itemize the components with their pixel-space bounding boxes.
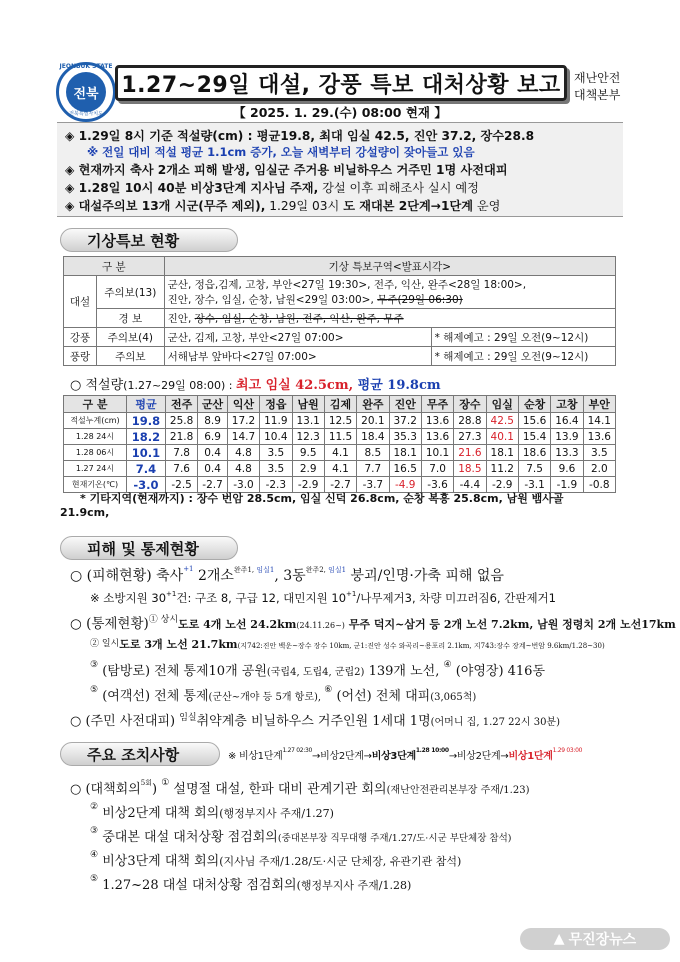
snow-cell: 13.1 (292, 413, 324, 429)
snow-cell: 8.5 (357, 445, 389, 461)
cat-strong-wind: 강풍 (64, 328, 97, 347)
snow-cell: 27.3 (454, 429, 486, 445)
snow-row (64, 461, 616, 477)
snow-th-region: 고창 (551, 396, 583, 413)
snow-cell: 12.3 (292, 429, 324, 445)
sub-warning: 경 보 (97, 309, 165, 328)
summary-line-4: ◈ 1.28일 10시 40분 비상3단계 지사님 주재, 강설 이후 피해조사 실시 예정 (65, 181, 479, 195)
snow-cell: 7.5 (518, 461, 550, 477)
summary-line-5: ◈ 대설주의보 13개 시군(무주 제외), 1.29일 03시 도 재대본 2단계→1단계 운영 (65, 199, 501, 213)
snow-row-label: 적설누계(cm) (64, 413, 127, 429)
snow-cell: -1.9 (551, 477, 583, 493)
snow-th-region: 부안 (583, 396, 615, 413)
watermark-icon: ▲ (553, 931, 565, 947)
snowfall-table (63, 395, 616, 493)
summary-line-2: ※ 전일 대비 적설 평균 1.1cm 증가, 오늘 새벽부터 강설량이 잦아들고 있음 (87, 145, 475, 159)
snow-th-region: 군산 (198, 396, 228, 413)
snow-row (64, 445, 616, 461)
snow-cell: 15.6 (518, 413, 550, 429)
snow-cell: 4.8 (227, 445, 259, 461)
cat-heavy-snow: 대설 (64, 276, 97, 328)
measure-2: ② 비상2단계 대책 회의(행정부지사 주재/1.27) (90, 802, 334, 821)
snow-th-region: 평균 (127, 396, 166, 413)
snow-cell-average: 10.1 (127, 445, 166, 461)
sub-advisory-13: 주의보(13) (97, 276, 165, 309)
trail-camp-control: ③ (탐방로) 전체 통제10개 공원(국립4, 도립4, 군립2) 139개 노선, ④ (야영장) 416동 (90, 660, 546, 679)
snow-cell: 40.1 (486, 429, 518, 445)
snow-cell: -3.6 (421, 477, 453, 493)
other-areas-line2: 21.9cm, (60, 506, 110, 519)
cat-high-seas: 풍랑 (64, 347, 97, 366)
snow-cell: 3.5 (260, 445, 292, 461)
seas-release: * 해제예고 : 29일 오전(9~12시) (431, 347, 615, 366)
th-category: 구 분 (64, 257, 165, 276)
snow-cell: 9.6 (551, 461, 583, 477)
report-title: 1.27~29일 대설, 강풍 특보 대처상황 보고 (115, 65, 567, 101)
snow-cell: 6.9 (198, 429, 228, 445)
org-line2: 대책본부 (574, 88, 621, 102)
snow-cell: 4.1 (324, 445, 356, 461)
snow-cell: 25.8 (165, 413, 197, 429)
snow-cell-average: -3.0 (127, 477, 166, 493)
snow-th-region: 완주 (357, 396, 389, 413)
measure-1: ○ (대책회의$^{5회}$) ① 설명절 대설, 한파 대비 관계기관 회의(재난안전관리본부장 주재/1.23) (70, 778, 530, 797)
summary-box (57, 122, 623, 217)
snow-cell: -3.7 (357, 477, 389, 493)
jeonbuk-logo (56, 62, 116, 122)
sub-advisory-4: 주의보(4) (97, 328, 165, 347)
seas-zones: 서해남부 앞바다<27일 07:00> (164, 347, 431, 366)
section-weather-alerts: 기상특보 현황 (60, 228, 238, 252)
snow-cell: -4.4 (454, 477, 486, 493)
logo-ring-bottom: 전북특별자치도 (69, 111, 103, 117)
temp-road-control: $^{② 일시}$도로 3개 노선 21.7km(지742:진안 백운~장수 장수 10km, 군1:진안 성수 와곡리~용포리 2.1km, 지743:장수 장계~번암 9.6km/1.28~30) (90, 638, 605, 651)
snow-cell: 17.2 (227, 413, 259, 429)
snow-th-region: 장수 (454, 396, 486, 413)
emergency-level-flow: ※ 비상1단계$^{1.27 02:30}$→비상2단계→비상3단계$^{1.28 10:00}$→비상2단계→비상1단계$^{1.29 03:00}$ (228, 747, 583, 762)
sub-advisory: 주의보 (97, 347, 165, 366)
snow-th-region: 김제 (324, 396, 356, 413)
snow-cell: 12.5 (324, 413, 356, 429)
weather-alert-table (63, 256, 616, 366)
snow-cell: -2.9 (292, 477, 324, 493)
snow-th-region: 진안 (389, 396, 421, 413)
wind-zones: 군산, 김제, 고창, 부안<27일 07:00> (164, 328, 431, 347)
snow-cell: 2.9 (292, 461, 324, 477)
snow-cell: 16.4 (551, 413, 583, 429)
ship-control: ⑤ (여객선) 전체 통제(군산~개야 등 5개 항로), ⑥ (어선) 전체 대피(3,065척) (90, 685, 477, 704)
summary-line-3: ◈ 현재까지 축사 2개소 피해 발생, 임실군 주거용 비닐하우스 거주민 1명 사전대피 (65, 163, 508, 177)
snow-cell: 13.6 (583, 429, 615, 445)
snow-heading: ○ 적설량(1.27~29일 08:00) : 최고 임실 42.5cm, 평균 19.8cm (70, 378, 441, 393)
snow-th-region: 전주 (165, 396, 197, 413)
snow-cell: 21.8 (165, 429, 197, 445)
measure-3: ③ 중대본 대설 대처상황 점검회의(중대본부장 직무대행 주재/1.27/도·시군 부단체장 참석) (90, 826, 512, 845)
snow-row-label: 1.27 24시 (64, 461, 127, 477)
snow-cell: 16.5 (389, 461, 421, 477)
snow-cell: 4.8 (227, 461, 259, 477)
snow-cell: -2.5 (165, 477, 197, 493)
snow-cell: 18.1 (389, 445, 421, 461)
other-areas-line1: * 기타지역(현재까지) : 장수 번암 28.5cm, 임실 신덕 26.8cm, 순창 복흥 25.8cm, 남원 뱀사골 (80, 492, 564, 505)
snow-cell: 3.5 (583, 445, 615, 461)
snow-row (64, 413, 616, 429)
snow-cell: 14.7 (227, 429, 259, 445)
snow-cell: 7.7 (357, 461, 389, 477)
snow-cell: 42.5 (486, 413, 518, 429)
control-status: ○ (통제현황)$^{① 상시}$도로 4개 노선 24.2km(24.11.26~) 무주 덕지~삼거 등 2개 노선 7.2km, 남원 정령치 2개 노선17km (70, 615, 676, 632)
snow-cell: 11.5 (324, 429, 356, 445)
snow-th-region: 무주 (421, 396, 453, 413)
logo-main: 전북 (66, 72, 106, 112)
snow-cell: -2.7 (198, 477, 228, 493)
snow-cell: 2.0 (583, 461, 615, 477)
snow-th-region: 익산 (227, 396, 259, 413)
watermark-text: 무진장뉴스 (568, 932, 637, 948)
snow-cell-average: 7.4 (127, 461, 166, 477)
snow-cell-average: 18.2 (127, 429, 166, 445)
snow-row (64, 429, 616, 445)
section-key-measures: 주요 조치사항 (60, 742, 220, 766)
snow-cell: 10.1 (421, 445, 453, 461)
evacuation: ○ (주민 사전대피) $^{임실}$취약계층 비닐하우스 거주인원 1세대 1명(어머니 집, 1.27 22시 30분) (70, 713, 560, 729)
snow-cell: 7.6 (165, 461, 197, 477)
snow-th-region: 임실 (486, 396, 518, 413)
snow-row-label: 1.28 24시 (64, 429, 127, 445)
snow-th-region: 정읍 (260, 396, 292, 413)
snow-cell: 11.2 (486, 461, 518, 477)
snow-th-region: 남원 (292, 396, 324, 413)
snow-cell: 15.4 (518, 429, 550, 445)
snow-row-label: 현재기온(℃) (64, 477, 127, 493)
damage-status: ○ (피해현황) 축사$^{+1}$ 2개소$^{완주1,}$ $^{임실1}$, 3동$^{완주2,}$ $^{임실1}$ 붕괴/인명·가축 피해 없음 (70, 565, 504, 584)
snow-cell: 3.5 (260, 461, 292, 477)
section-damage-control: 피해 및 통제현황 (60, 536, 238, 560)
snow-cell: 28.8 (454, 413, 486, 429)
snow-cell: 8.9 (198, 413, 228, 429)
report-date: 【 2025. 1. 29.(수) 08:00 현재 】 (233, 105, 447, 120)
snow-cell: -3.0 (227, 477, 259, 493)
warning-zones: 진안, 장수, 임실, 순창, 남원, 전주, 익산, 완주, 무주 (164, 309, 615, 328)
snow-cell: 18.6 (518, 445, 550, 461)
org-line1: 재난안전 (574, 71, 621, 85)
logo-ring-top: JEONBUK STATE (59, 63, 113, 70)
measure-5: ⑤ 1.27~28 대설 대처상황 점검회의(행정부지사 주재/1.28) (90, 874, 412, 893)
watermark (520, 928, 670, 950)
snow-cell: -0.8 (583, 477, 615, 493)
fire-support: ※ 소방지원 $30^{+1}$건: 구조 8, 구급 12, 대민지원 $10^{+1}/$나무제거3, 차량 미끄러짐6, 간판제거1 (90, 590, 556, 605)
summary-line-1: ◈ 1.29일 8시 기준 적설량(cm) : 평균19.8, 최대 임실 42.5, 진안 37.2, 장수28.8 (65, 129, 535, 143)
snow-cell: -2.7 (324, 477, 356, 493)
snow-cell: 0.4 (198, 445, 228, 461)
snow-th-region: 순창 (518, 396, 550, 413)
snow-cell: 10.4 (260, 429, 292, 445)
snow-cell: 13.3 (551, 445, 583, 461)
snow-row-label: 1.28 06시 (64, 445, 127, 461)
snow-cell: -2.9 (486, 477, 518, 493)
snow-cell: 7.0 (421, 461, 453, 477)
snow-cell: 9.5 (292, 445, 324, 461)
snow-cell-average: 19.8 (127, 413, 166, 429)
snow-cell: 13.6 (421, 429, 453, 445)
th-zone: 기상 특보구역<발표시각> (164, 257, 615, 276)
advisory-13-zones: 군산, 정읍,김제, 고창, 부안<27일 19:30>, 전주, 익산, 완주<28일 18:00>, 진안, 장수, 임실, 순창, 남원<29일 03:00>, 무주(29일 06:30) (164, 276, 615, 309)
snow-th-label: 구 분 (64, 396, 127, 413)
snow-cell: 14.1 (583, 413, 615, 429)
snow-cell: 0.4 (198, 461, 228, 477)
snow-cell: -2.3 (260, 477, 292, 493)
org-name (574, 70, 634, 104)
snow-cell: 4.1 (324, 461, 356, 477)
snow-cell: 18.1 (486, 445, 518, 461)
wind-release: * 해제예고 : 29일 오전(9~12시) (431, 328, 615, 347)
snow-cell: 21.6 (454, 445, 486, 461)
snow-cell: 18.5 (454, 461, 486, 477)
snow-cell: 37.2 (389, 413, 421, 429)
snow-cell: 35.3 (389, 429, 421, 445)
snow-cell: 11.9 (260, 413, 292, 429)
snow-cell: -3.1 (518, 477, 550, 493)
measure-4: ④ 비상3단계 대책 회의(지사님 주재/1.28/도·시군 단체장, 유관기관 참석) (90, 850, 462, 869)
snow-cell: 18.4 (357, 429, 389, 445)
snow-cell: 13.6 (421, 413, 453, 429)
snow-cell: 20.1 (357, 413, 389, 429)
snow-cell: -4.9 (389, 477, 421, 493)
snow-cell: 7.8 (165, 445, 197, 461)
snow-cell: 13.9 (551, 429, 583, 445)
